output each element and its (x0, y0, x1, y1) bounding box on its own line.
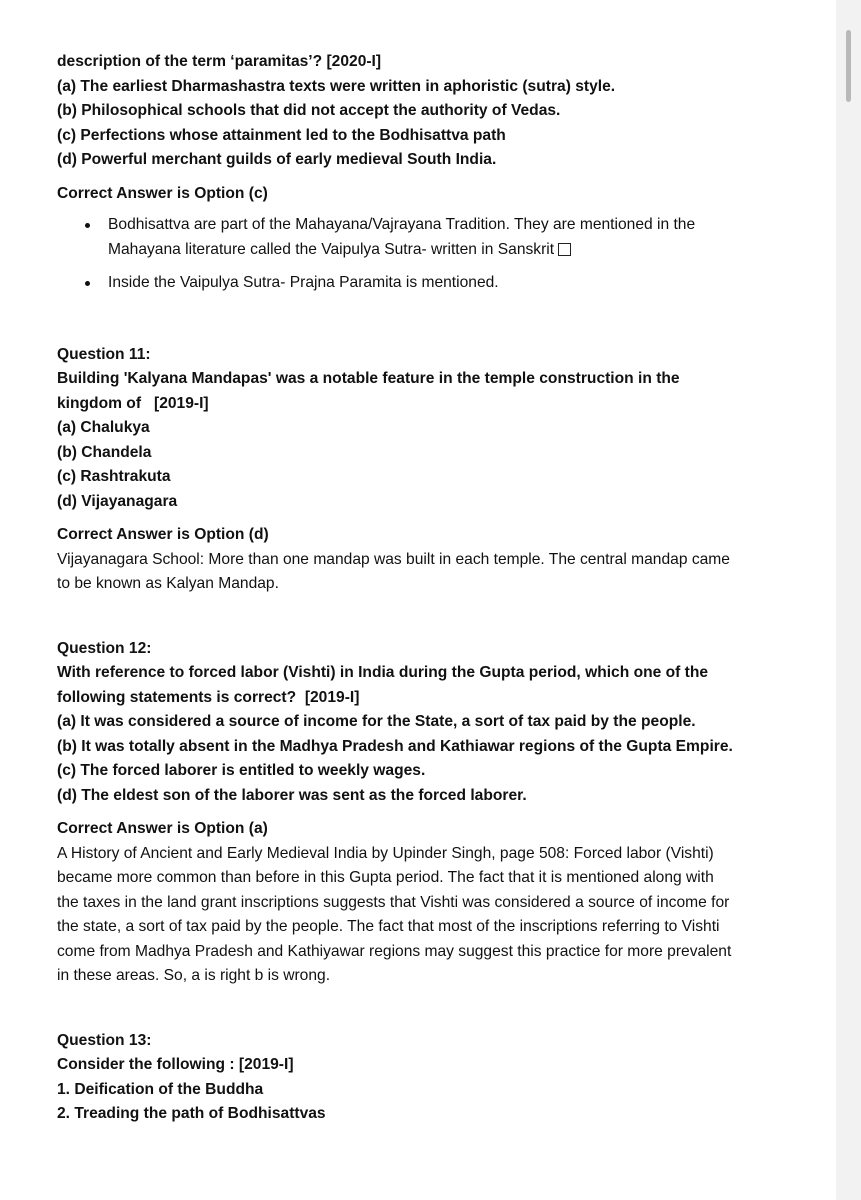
explanation-text: A History of Ancient and Early Medieval India by Upinder Singh, page 508: Forced labor (Vishti) (57, 844, 714, 862)
checkbox-glyph-icon (558, 243, 571, 256)
explanation-text: became more common than before in this Gupta period. The fact that it is mentioned along with (57, 869, 714, 886)
explanation-text: the taxes in the land grant inscriptions suggests that Vishti was considered a source of income for (57, 893, 730, 911)
correct-answer: Correct Answer is Option (c) (57, 184, 268, 202)
question-stem: Consider the following : [2019-I] (57, 1056, 294, 1073)
explanation-bullets (57, 213, 827, 296)
question-heading: Question 13: (57, 1031, 152, 1049)
question-13 (57, 1029, 827, 1127)
option-a: (a) The earliest Dharmashastra texts were written in aphoristic (sutra) style. (57, 77, 616, 95)
option-c: (c) Rashtrakuta (57, 468, 171, 485)
document-content (57, 50, 827, 1127)
bullet-text: Inside the Vaipulya Sutra- Prajna Paramita is mentioned. (108, 274, 499, 291)
list-item: 1. Deification of the Buddha (57, 1080, 264, 1098)
bullet-text: Bodhisattva are part of the Mahayana/Vajrayana Tradition. They are mentioned in the (108, 216, 696, 233)
option-d: (d) Vijayanagara (57, 492, 178, 510)
explanation-text: the state, a sort of tax paid by the people. The fact that most of the inscriptions referring to Vishti (57, 918, 720, 935)
question-12 (57, 637, 827, 989)
scrollbar-thumb[interactable] (846, 30, 851, 102)
question-stem: following statements is correct? [2019-I] (57, 688, 360, 706)
explanation-text: come from Madhya Pradesh and Kathiyawar regions may suggest this practice for more prevalent (57, 942, 732, 960)
correct-answer: Correct Answer is Option (d) (57, 526, 269, 543)
option-b: (b) It was totally absent in the Madhya Pradesh and Kathiawar regions of the Gupta Empire. (57, 737, 733, 755)
explanation-text: Vijayanagara School: More than one mandap was built in each temple. The central mandap came (57, 550, 730, 568)
question-stem: description of the term ‘paramitas’? [2020-I] (57, 53, 382, 70)
option-c: (c) The forced laborer is entitled to weekly wages. (57, 762, 426, 779)
correct-answer: Correct Answer is Option (a) (57, 820, 268, 837)
option-a: (a) Chalukya (57, 419, 150, 436)
question-stem: kingdom of [2019-I] (57, 394, 209, 412)
option-a: (a) It was considered a source of income for the State, a sort of tax paid by the people. (57, 713, 696, 730)
question-stem: With reference to forced labor (Vishti) in India during the Gupta period, which one of the (57, 664, 709, 681)
option-b: (b) Chandela (57, 443, 152, 461)
question-11 (57, 343, 827, 597)
bullet-text: Mahayana literature called the Vaipulya Sutra- written in Sanskrit (108, 240, 555, 258)
question-heading: Question 12: (57, 639, 152, 657)
question-heading: Question 11: (57, 345, 151, 363)
bullet-item (108, 271, 827, 296)
explanation-text: to be known as Kalyan Mandap. (57, 575, 279, 592)
option-d: (d) The eldest son of the laborer was sent as the forced laborer. (57, 786, 527, 804)
list-item: 2. Treading the path of Bodhisattvas (57, 1105, 326, 1122)
bullet-item (108, 213, 827, 262)
option-c: (c) Perfections whose attainment led to the Bodhisattva path (57, 126, 506, 144)
question-10 (57, 50, 827, 296)
explanation-text: in these areas. So, a is right b is wrong. (57, 967, 331, 984)
option-d: (d) Powerful merchant guilds of early medieval South India. (57, 151, 497, 168)
option-b: (b) Philosophical schools that did not accept the authority of Vedas. (57, 102, 561, 119)
vertical-scrollbar[interactable] (836, 0, 861, 1200)
question-stem: Building 'Kalyana Mandapas' was a notable feature in the temple construction in the (57, 370, 680, 387)
